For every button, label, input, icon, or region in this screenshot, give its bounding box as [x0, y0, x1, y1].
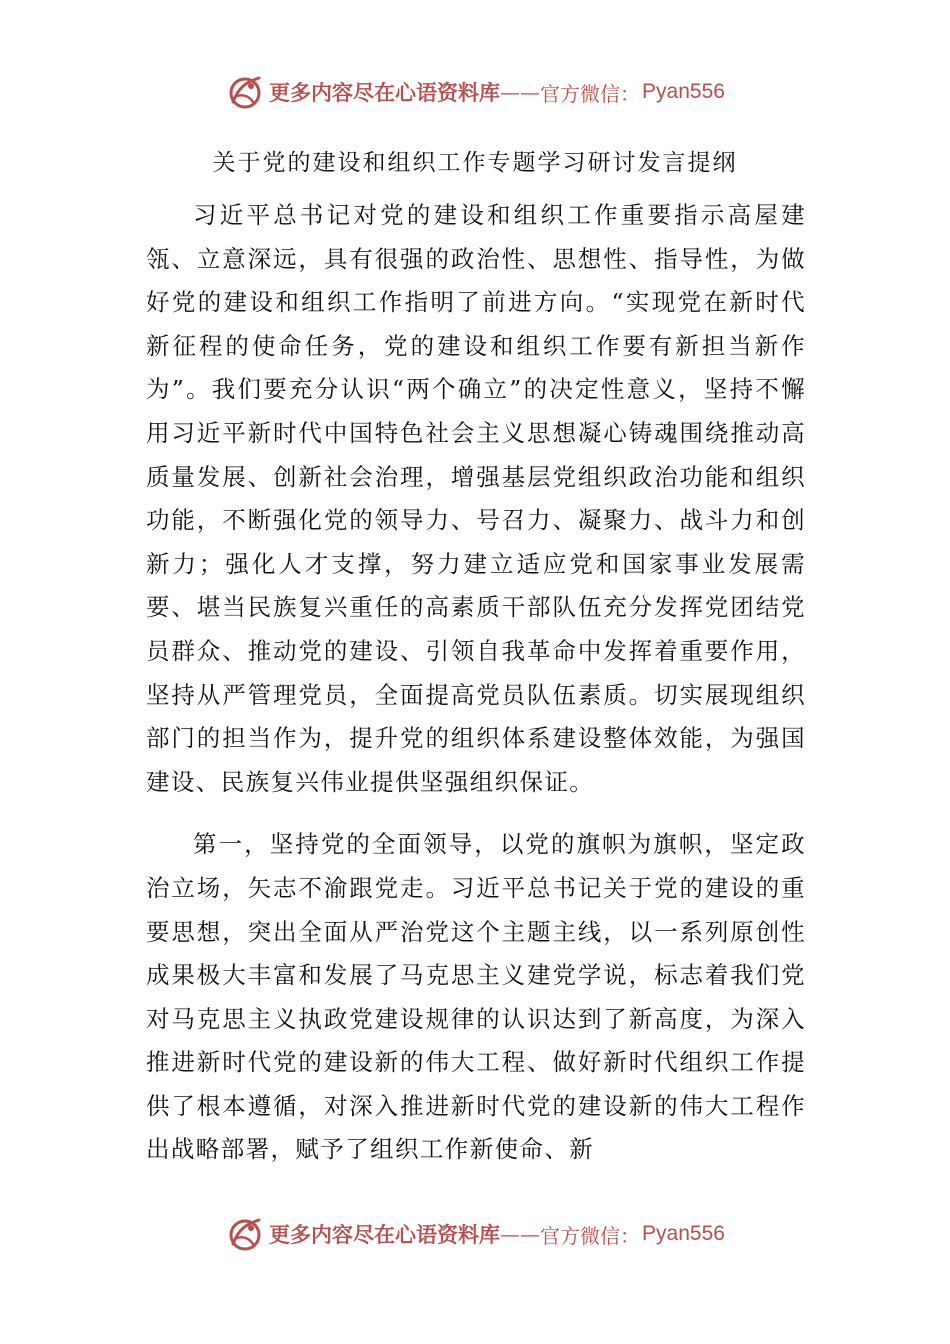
logo-icon [225, 72, 265, 112]
banner-wechat-label: 官方微信： [540, 1223, 641, 1248]
banner-wechat-id: Pyan556 [642, 1222, 725, 1245]
banner-separator: —— [500, 80, 541, 104]
footer-watermark-banner [0, 1212, 950, 1256]
logo-icon [225, 1214, 265, 1254]
document-title: 关于党的建设和组织工作专题学习研讨发言提纲 [212, 150, 738, 176]
header-watermark-banner [0, 70, 950, 114]
banner-text: 更多内容尽在心语资料库 [269, 80, 501, 105]
paragraph: 第一，坚持党的全面领导，以党的旗帜为旗帜，坚定政治立场，矢志不渝跟党走。习近平总书记关于党的建设的重要思想，突出全面从严治党这个主题主线，以一系列原创性成果极大丰富和发展了马克思主义建党学说，标志着我们党对马克思主义执政党建设规律的认识达到了新高度，为深入推进新时代党的建设新的伟大工程、做好新时代组织工作提供了根本遵循，对深入推进新时代党的建设新的伟大工程作出战略部署，赋予了组织工作新使命、新 [146, 830, 806, 1164]
paragraph: 习近平总书记对党的建设和组织工作重要指示高屋建瓴、立意深远，具有很强的政治性、思想性、指导性，为做好党的建设和组织工作指明了前进方向。“实现党在新时代新征程的使命任务，党的建设和组织工作要有新担当新作为”。我们要充分认识“两个确立”的决定性意义，坚持不懈用习近平新时代中国特色社会主义思想凝心铸魂围绕推动高质量发展、创新社会治理，增强基层党组织政治功能和组织功能，不断强化党的领导力、号召力、凝聚力、战斗力和创新力；强化人才支撑，努力建立适应党和国家事业发展需要、堪当民族复兴重任的高素质干部队伍充分发挥党团结党员群众、推动党的建设、引领自我革命中发挥着重要作用，坚持从严管理党员，全面提高党员队伍素质。切实展现组织部门的担当作为，提升党的组织体系建设整体效能，为强国建设、民族复兴伟业提供坚强组织保证。 [146, 201, 806, 796]
banner-wechat-id: Pyan556 [642, 80, 725, 103]
banner-text: 更多内容尽在心语资料库 [269, 1222, 501, 1247]
banner-separator: —— [500, 1222, 541, 1246]
document-body [146, 194, 806, 1172]
banner-wechat-label: 官方微信： [540, 81, 641, 106]
